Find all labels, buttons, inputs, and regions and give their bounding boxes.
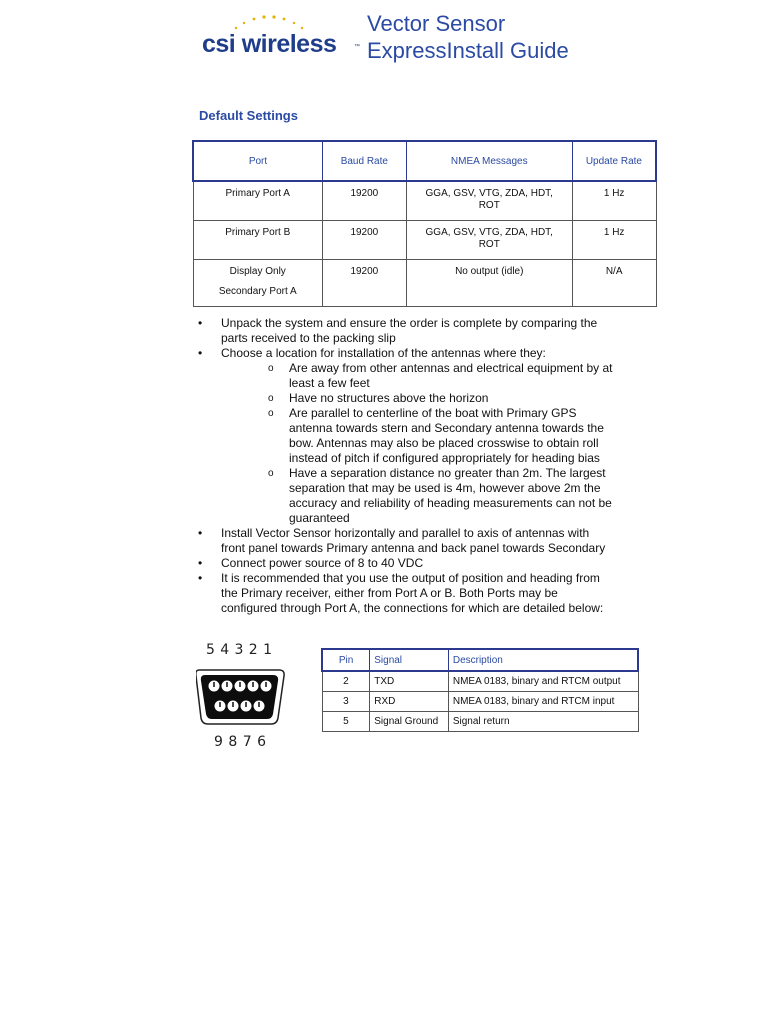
header-nmea-messages: NMEA Messages [406, 141, 572, 181]
nmea-line-1: GGA, GSV, VTG, ZDA, HDT, [425, 227, 553, 238]
header-signal: Signal [370, 649, 449, 671]
cell-rate: 1 Hz [572, 221, 656, 260]
header-baud-rate: Baud Rate [323, 141, 407, 181]
bullet-icon: • [198, 346, 203, 360]
cell-port: Primary Port B [193, 221, 323, 260]
cell-baud: 19200 [323, 221, 407, 260]
logo-text: csi wireless [202, 30, 337, 58]
document-title [367, 10, 569, 64]
cell-nmea [406, 181, 572, 221]
sub-list-item [198, 391, 638, 406]
table-header-row [322, 649, 638, 671]
cell-description: NMEA 0183, binary and RTCM input [448, 692, 638, 712]
cell-signal: RXD [370, 692, 449, 712]
logo-trademark: ™ [354, 44, 360, 50]
sub-bullet-icon: o [268, 363, 274, 374]
sub-bullet-icon: o [268, 393, 274, 404]
table-row [193, 221, 656, 260]
header-pin: Pin [322, 649, 370, 671]
nmea-line-1: GGA, GSV, VTG, ZDA, HDT, [425, 188, 553, 199]
list-item-text: Have no structures above the horizon [289, 391, 489, 405]
list-item-text: bow. Antennas may also be placed crosswise to obtain roll [289, 436, 599, 450]
cell-nmea [406, 221, 572, 260]
cell-port: Primary Port A [193, 181, 323, 221]
logo-arc-icon [230, 14, 310, 30]
list-item-text: Have a separation distance no greater than 2m. The largest [289, 466, 606, 480]
sub-list-item [198, 466, 638, 526]
cell-pin: 3 [322, 692, 370, 712]
list-item-text: the Primary receiver, either from Port A or B. Both Ports may be [221, 586, 558, 600]
list-item-text: front panel towards Primary antenna and back panel towards Secondary [221, 541, 606, 555]
cell-signal: Signal Ground [370, 712, 449, 732]
title-line-2: ExpressInstall Guide [367, 38, 569, 63]
cell-pin: 5 [322, 712, 370, 732]
sub-bullet-icon: o [268, 408, 274, 419]
list-item [198, 346, 638, 361]
cell-signal: TXD [370, 671, 449, 692]
nmea-line-2: ROT [478, 200, 500, 211]
list-item-text: It is recommended that you use the output of position and heading from [221, 571, 600, 585]
connector-bottom-pin-labels: 9 8 7 6 [214, 734, 266, 750]
table-row [322, 692, 638, 712]
list-item-text: least a few feet [289, 376, 370, 390]
table-row [322, 671, 638, 692]
instruction-list [198, 316, 638, 616]
port-line-2: Secondary Port A [218, 286, 297, 297]
table-row [193, 181, 656, 221]
bullet-icon: • [198, 316, 203, 330]
list-item-text: Are away from other antennas and electrical equipment by at [289, 361, 613, 375]
table-row [322, 712, 638, 732]
list-item-text: instead of pitch if configured appropriately for heading bias [289, 451, 600, 465]
cell-pin: 2 [322, 671, 370, 692]
header-port: Port [193, 141, 323, 181]
csi-wireless-logo [202, 14, 362, 58]
list-item [198, 556, 638, 571]
nmea-line-2: ROT [478, 239, 500, 250]
table-header-row [193, 141, 656, 181]
port-line-1: Display Only [229, 266, 286, 277]
cell-baud: 19200 [323, 260, 407, 307]
cell-description: Signal return [448, 712, 638, 732]
list-item [198, 316, 638, 346]
list-item-text: Unpack the system and ensure the order is complete by comparing the [221, 316, 598, 330]
pin-assignment-table [321, 648, 639, 732]
cell-description: NMEA 0183, binary and RTCM output [448, 671, 638, 692]
bullet-icon: • [198, 526, 203, 540]
header-description: Description [448, 649, 638, 671]
list-item-text: antenna towards stern and Secondary antenna towards the [289, 421, 604, 435]
list-item-text: accuracy and reliability of heading measurements can not be [289, 496, 612, 510]
list-item-text: configured through Port A, the connections for which are detailed below: [221, 601, 604, 615]
list-item-text: separation that may be used is 4m, however above 2m the [289, 481, 601, 495]
table-row [193, 260, 656, 307]
bullet-icon: • [198, 556, 203, 570]
cell-nmea: No output (idle) [406, 260, 572, 307]
cell-baud: 19200 [323, 181, 407, 221]
list-item-text: guaranteed [289, 511, 350, 525]
list-item-text: Are parallel to centerline of the boat with Primary GPS [289, 406, 577, 420]
sub-list-item [198, 406, 638, 466]
bullet-icon: • [198, 571, 203, 585]
connector-top-pin-labels: 5 4 3 2 1 [206, 642, 272, 658]
sub-bullet-icon: o [268, 468, 274, 479]
cell-port [193, 260, 323, 307]
section-title: Default Settings [199, 108, 298, 123]
list-item-text: parts received to the packing slip [221, 331, 396, 345]
list-item [198, 526, 638, 556]
list-item-text: Choose a location for installation of the antennas where they: [221, 346, 546, 360]
header-update-rate: Update Rate [572, 141, 656, 181]
title-line-1: Vector Sensor [367, 11, 506, 36]
cell-rate: N/A [572, 260, 656, 307]
list-item-text: Install Vector Sensor horizontally and parallel to axis of antennas with [221, 526, 590, 540]
default-settings-table [192, 140, 657, 307]
cell-rate: 1 Hz [572, 181, 656, 221]
sub-list-item [198, 361, 638, 391]
db9-connector-diagram [196, 640, 296, 752]
list-item [198, 571, 638, 616]
list-item-text: Connect power source of 8 to 40 VDC [221, 556, 424, 570]
